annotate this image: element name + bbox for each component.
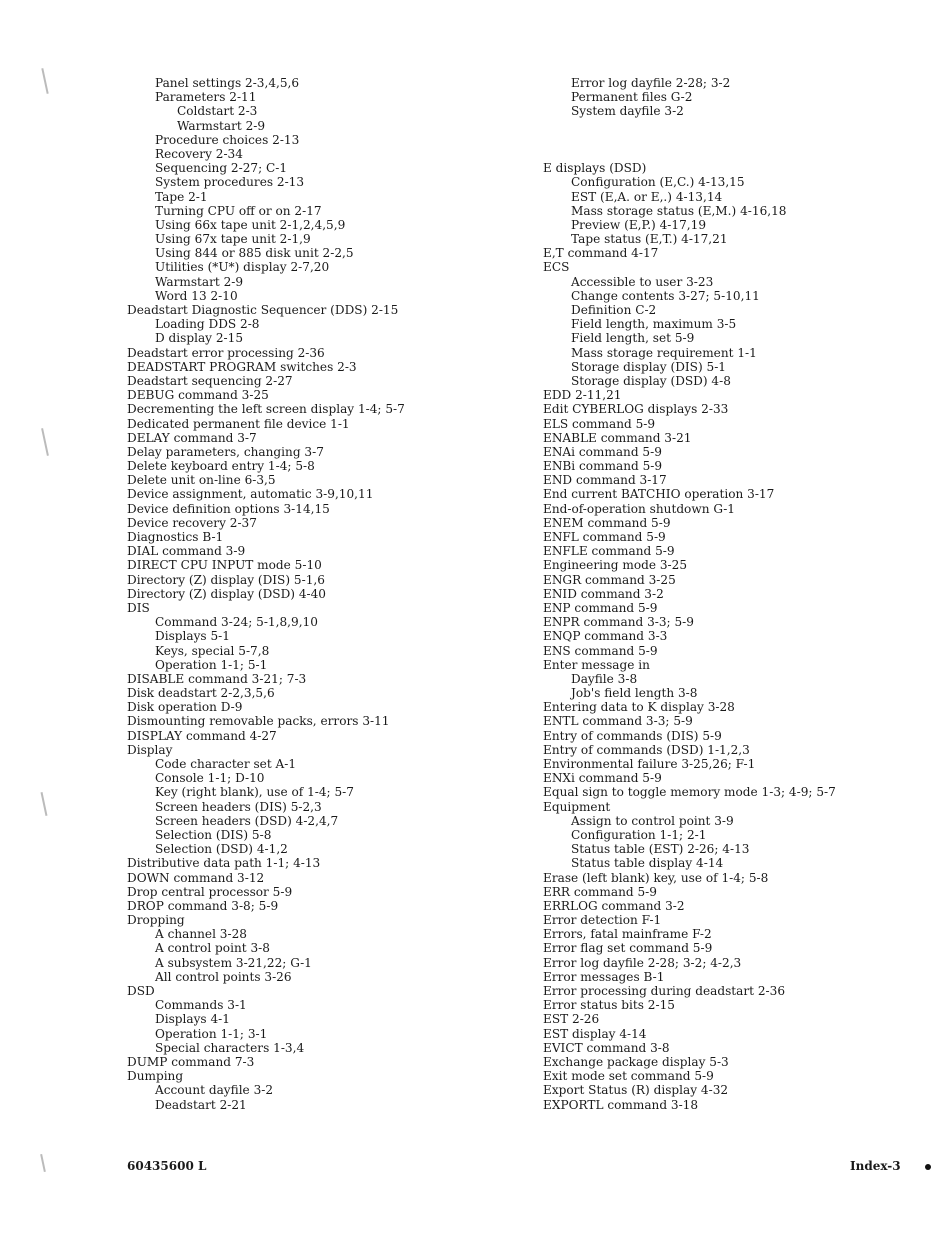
binder-mark <box>41 792 48 816</box>
index-entry: Delete unit on-line 6-3,5 <box>127 473 276 488</box>
index-entry: E,T command 4-17 <box>543 246 659 261</box>
index-subentry: System dayfile 3-2 <box>571 104 684 119</box>
index-entry: ENBi command 5-9 <box>543 459 663 474</box>
index-entry: DISPLAY command 4-27 <box>127 728 277 743</box>
index-subentry: Tape status (E,T.) 4-17,21 <box>571 232 728 247</box>
index-entry: Erase (left blank) key, use of 1-4; 5-8 <box>543 870 769 885</box>
index-entry: Deadstart Diagnostic Sequencer (DDS) 2-15 <box>127 303 399 317</box>
index-entry: Display <box>127 742 173 757</box>
index-entry: EST 2-26 <box>543 1012 600 1027</box>
index-entry: Exchange package display 5-3 <box>543 1054 729 1069</box>
index-entry: ERRLOG command 3-2 <box>543 898 685 913</box>
index-subentry: Field length, set 5-9 <box>571 331 695 346</box>
binder-mark <box>40 1154 46 1172</box>
index-entry: DEADSTART PROGRAM switches 2-3 <box>127 359 357 374</box>
index-subentry: Sequencing 2-27; C-1 <box>155 161 288 176</box>
index-subentry: Assign to control point 3-9 <box>571 813 734 828</box>
binder-mark <box>41 68 48 94</box>
index-subentry: Error log dayfile 2-28; 3-2 <box>571 76 731 90</box>
index-subentry: Mass storage status (E,M.) 4-16,18 <box>571 203 787 218</box>
index-entry: ENPR command 3-3; 5-9 <box>543 615 694 630</box>
index-subentry: Definition C-2 <box>571 303 657 317</box>
index-entry: Errors, fatal mainframe F-2 <box>543 927 712 942</box>
index-subentry: Using 67x tape unit 2-1,9 <box>155 232 311 247</box>
index-entry: Error status bits 2-15 <box>543 998 675 1013</box>
index-subentry: Screen headers (DSD) 4-2,4,7 <box>155 813 339 828</box>
index-column-left <box>127 76 527 1112</box>
bullet-mark <box>925 1164 931 1170</box>
index-subentry: Code character set A-1 <box>155 757 297 771</box>
index-entry: Error processing during deadstart 2-36 <box>543 984 786 998</box>
index-subentry: Displays 5-1 <box>155 629 230 644</box>
index-subentry: A subsystem 3-21,22; G-1 <box>155 955 312 970</box>
index-entry: E displays (DSD) <box>543 161 647 176</box>
index-entry: EDD 2-11,21 <box>543 388 622 403</box>
index-subentry: Selection (DIS) 5-8 <box>155 827 272 842</box>
index-entry: ENP command 5-9 <box>543 600 658 615</box>
index-subentry: Parameters 2-11 <box>155 90 257 105</box>
index-entry: ERR command 5-9 <box>543 884 657 899</box>
index-entry: Deadstart error processing 2-36 <box>127 345 325 360</box>
index-subentry: Using 844 or 885 disk unit 2-2,5 <box>155 246 354 261</box>
index-entry: Error messages B-1 <box>543 969 665 984</box>
index-entry: ENXi command 5-9 <box>543 771 662 786</box>
index-subentry: Key (right blank), use of 1-4; 5-7 <box>155 785 354 800</box>
index-subentry: Status table display 4-14 <box>571 856 724 871</box>
index-subentry: All control points 3-26 <box>155 969 292 984</box>
index-entry: DOWN command 3-12 <box>127 870 265 885</box>
index-entry: Drop central processor 5-9 <box>127 884 293 899</box>
index-entry: Entering data to K display 3-28 <box>543 700 735 715</box>
index-entry: DEBUG command 3-25 <box>127 388 269 403</box>
index-entry: EXPORTL command 3-18 <box>543 1097 699 1112</box>
index-entry: ENABLE command 3-21 <box>543 430 692 445</box>
index-subentry: Warmstart 2-9 <box>155 274 244 289</box>
index-subentry: Selection (DSD) 4-1,2 <box>155 842 288 857</box>
spacer <box>543 119 943 133</box>
binder-mark <box>41 428 49 456</box>
index-entry: ENS command 5-9 <box>543 643 658 658</box>
index-subentry: System procedures 2-13 <box>155 175 305 190</box>
index-entry: Delete keyboard entry 1-4; 5-8 <box>127 459 315 474</box>
index-subentry: Panel settings 2-3,4,5,6 <box>155 76 300 90</box>
index-entry: ELS command 5-9 <box>543 416 656 431</box>
index-entry: DROP command 3-8; 5-9 <box>127 898 279 913</box>
index-subentry: Status table (EST) 2-26; 4-13 <box>571 842 750 857</box>
index-entry: Device assignment, automatic 3-9,10,11 <box>127 487 374 502</box>
index-subentry: Mass storage requirement 1-1 <box>571 345 757 360</box>
index-entry: End-of-operation shutdown G-1 <box>543 501 735 516</box>
index-entry: Directory (Z) display (DSD) 4-40 <box>127 586 326 601</box>
index-entry: Dropping <box>127 913 185 928</box>
index-entry: Error detection F-1 <box>543 913 662 928</box>
index-subentry: Tape 2-1 <box>155 189 208 204</box>
index-subentry: Change contents 3-27; 5-10,11 <box>571 288 760 303</box>
index-entry: Device definition options 3-14,15 <box>127 501 330 516</box>
index-entry: Dumping <box>127 1069 184 1084</box>
index-subentry: D display 2-15 <box>155 331 244 346</box>
index-subentry: Permanent files G-2 <box>571 90 693 105</box>
index-entry: Error log dayfile 2-28; 3-2; 4-2,3 <box>543 955 742 970</box>
index-entry: DELAY command 3-7 <box>127 430 257 445</box>
index-entry: Environmental failure 3-25,26; F-1 <box>543 757 756 771</box>
index-entry: Dedicated permanent file device 1-1 <box>127 416 350 431</box>
index-entry: DSD <box>127 984 155 998</box>
index-entry: Error flag set command 5-9 <box>543 941 713 956</box>
index-subentry: Special characters 1-3,4 <box>155 1040 305 1055</box>
index-subentry: Dayfile 3-8 <box>571 671 638 686</box>
index-subentry: Console 1-1; D-10 <box>155 771 265 786</box>
index-entry: ENTL command 3-3; 5-9 <box>543 714 693 729</box>
index-entry: DIRECT CPU INPUT mode 5-10 <box>127 558 322 573</box>
index-entry: Distributive data path 1-1; 4-13 <box>127 856 321 871</box>
index-subentry: Account dayfile 3-2 <box>155 1083 274 1098</box>
index-entry: Enter message in <box>543 657 650 672</box>
index-subentry: Configuration 1-1; 2-1 <box>571 827 707 842</box>
index-subentry: Storage display (DSD) 4-8 <box>571 373 731 388</box>
index-entry: Edit CYBERLOG displays 2-33 <box>543 402 729 417</box>
index-subentry: Word 13 2-10 <box>155 288 238 303</box>
index-subentry: A channel 3-28 <box>155 927 247 942</box>
index-subentry: Displays 4-1 <box>155 1012 230 1027</box>
index-subentry: Commands 3-1 <box>155 998 247 1013</box>
index-subentry: Command 3-24; 5-1,8,9,10 <box>155 615 318 630</box>
index-entry: Equipment <box>543 799 611 814</box>
index-subentry: Turning CPU off or on 2-17 <box>155 203 322 218</box>
index-entry: EVICT command 3-8 <box>543 1040 670 1055</box>
index-entry: ENFL command 5-9 <box>543 530 666 544</box>
index-subentry: Loading DDS 2-8 <box>155 317 260 332</box>
index-subentry: Coldstart 2-3 <box>177 104 258 119</box>
index-entry: Deadstart sequencing 2-27 <box>127 373 293 388</box>
index-subentry: Screen headers (DIS) 5-2,3 <box>155 799 322 814</box>
index-entry: ENFLE command 5-9 <box>543 544 675 559</box>
index-subentry: A control point 3-8 <box>155 941 270 956</box>
index-subentry: Procedure choices 2-13 <box>155 132 300 147</box>
index-subentry: Keys, special 5-7,8 <box>155 643 270 658</box>
index-entry: Delay parameters, changing 3-7 <box>127 444 324 459</box>
index-entry: Disk operation D-9 <box>127 700 243 715</box>
index-subentry: Accessible to user 3-23 <box>571 274 714 289</box>
index-entry: Diagnostics B-1 <box>127 530 224 544</box>
index-entry: DIS <box>127 600 150 615</box>
index-entry: DIAL command 3-9 <box>127 544 246 559</box>
index-entry: ENID command 3-2 <box>543 586 664 601</box>
index-entry: ECS <box>543 260 570 275</box>
index-entry: EST display 4-14 <box>543 1026 647 1041</box>
index-subentry: Recovery 2-34 <box>155 146 243 161</box>
index-entry: Entry of commands (DIS) 5-9 <box>543 728 722 743</box>
index-entry: Engineering mode 3-25 <box>543 558 688 573</box>
index-entry: Decrementing the left screen display 1-4; 5-7 <box>127 402 405 417</box>
index-entry: Directory (Z) display (DIS) 5-1,6 <box>127 572 325 587</box>
index-entry: Equal sign to toggle memory mode 1-3; 4-9; 5-7 <box>543 785 836 800</box>
index-entry: ENGR command 3-25 <box>543 572 676 587</box>
index-entry: ENQP command 3-3 <box>543 629 668 644</box>
index-subentry: Deadstart 2-21 <box>155 1097 247 1112</box>
index-entry: Dismounting removable packs, errors 3-11 <box>127 714 390 729</box>
document-number: 60435600 L <box>127 1159 207 1173</box>
index-subentry: Field length, maximum 3-5 <box>571 317 737 332</box>
index-entry: Export Status (R) display 4-32 <box>543 1083 729 1098</box>
index-entry: Disk deadstart 2-2,3,5,6 <box>127 686 275 701</box>
index-subentry: Preview (E,P.) 4-17,19 <box>571 217 707 232</box>
spacer <box>543 133 943 147</box>
index-entry: ENAi command 5-9 <box>543 444 662 459</box>
index-subentry: Operation 1-1; 3-1 <box>155 1026 268 1041</box>
page-number: Index-3 <box>850 1159 901 1173</box>
index-entry: ENEM command 5-9 <box>543 515 671 530</box>
spacer <box>543 147 943 161</box>
index-entry: End current BATCHIO operation 3-17 <box>543 487 775 502</box>
index-subentry: EST (E,A. or E,.) 4-13,14 <box>571 189 723 204</box>
index-subentry: Operation 1-1; 5-1 <box>155 657 268 672</box>
index-subentry: Utilities (*U*) display 2-7,20 <box>155 260 330 275</box>
index-subentry: Warmstart 2-9 <box>177 118 266 133</box>
index-subentry: Job's field length 3-8 <box>571 686 698 701</box>
index-entry: DISABLE command 3-21; 7-3 <box>127 671 307 686</box>
index-subentry: Storage display (DIS) 5-1 <box>571 359 726 374</box>
index-subentry: Using 66x tape unit 2-1,2,4,5,9 <box>155 217 346 232</box>
index-subentry: Configuration (E,C.) 4-13,15 <box>571 175 745 190</box>
index-column-right <box>543 76 943 1112</box>
index-entry: DUMP command 7-3 <box>127 1054 255 1069</box>
index-entry: Entry of commands (DSD) 1-1,2,3 <box>543 742 750 757</box>
index-entry: END command 3-17 <box>543 473 667 488</box>
index-entry: Exit mode set command 5-9 <box>543 1069 714 1084</box>
index-entry: Device recovery 2-37 <box>127 515 257 530</box>
